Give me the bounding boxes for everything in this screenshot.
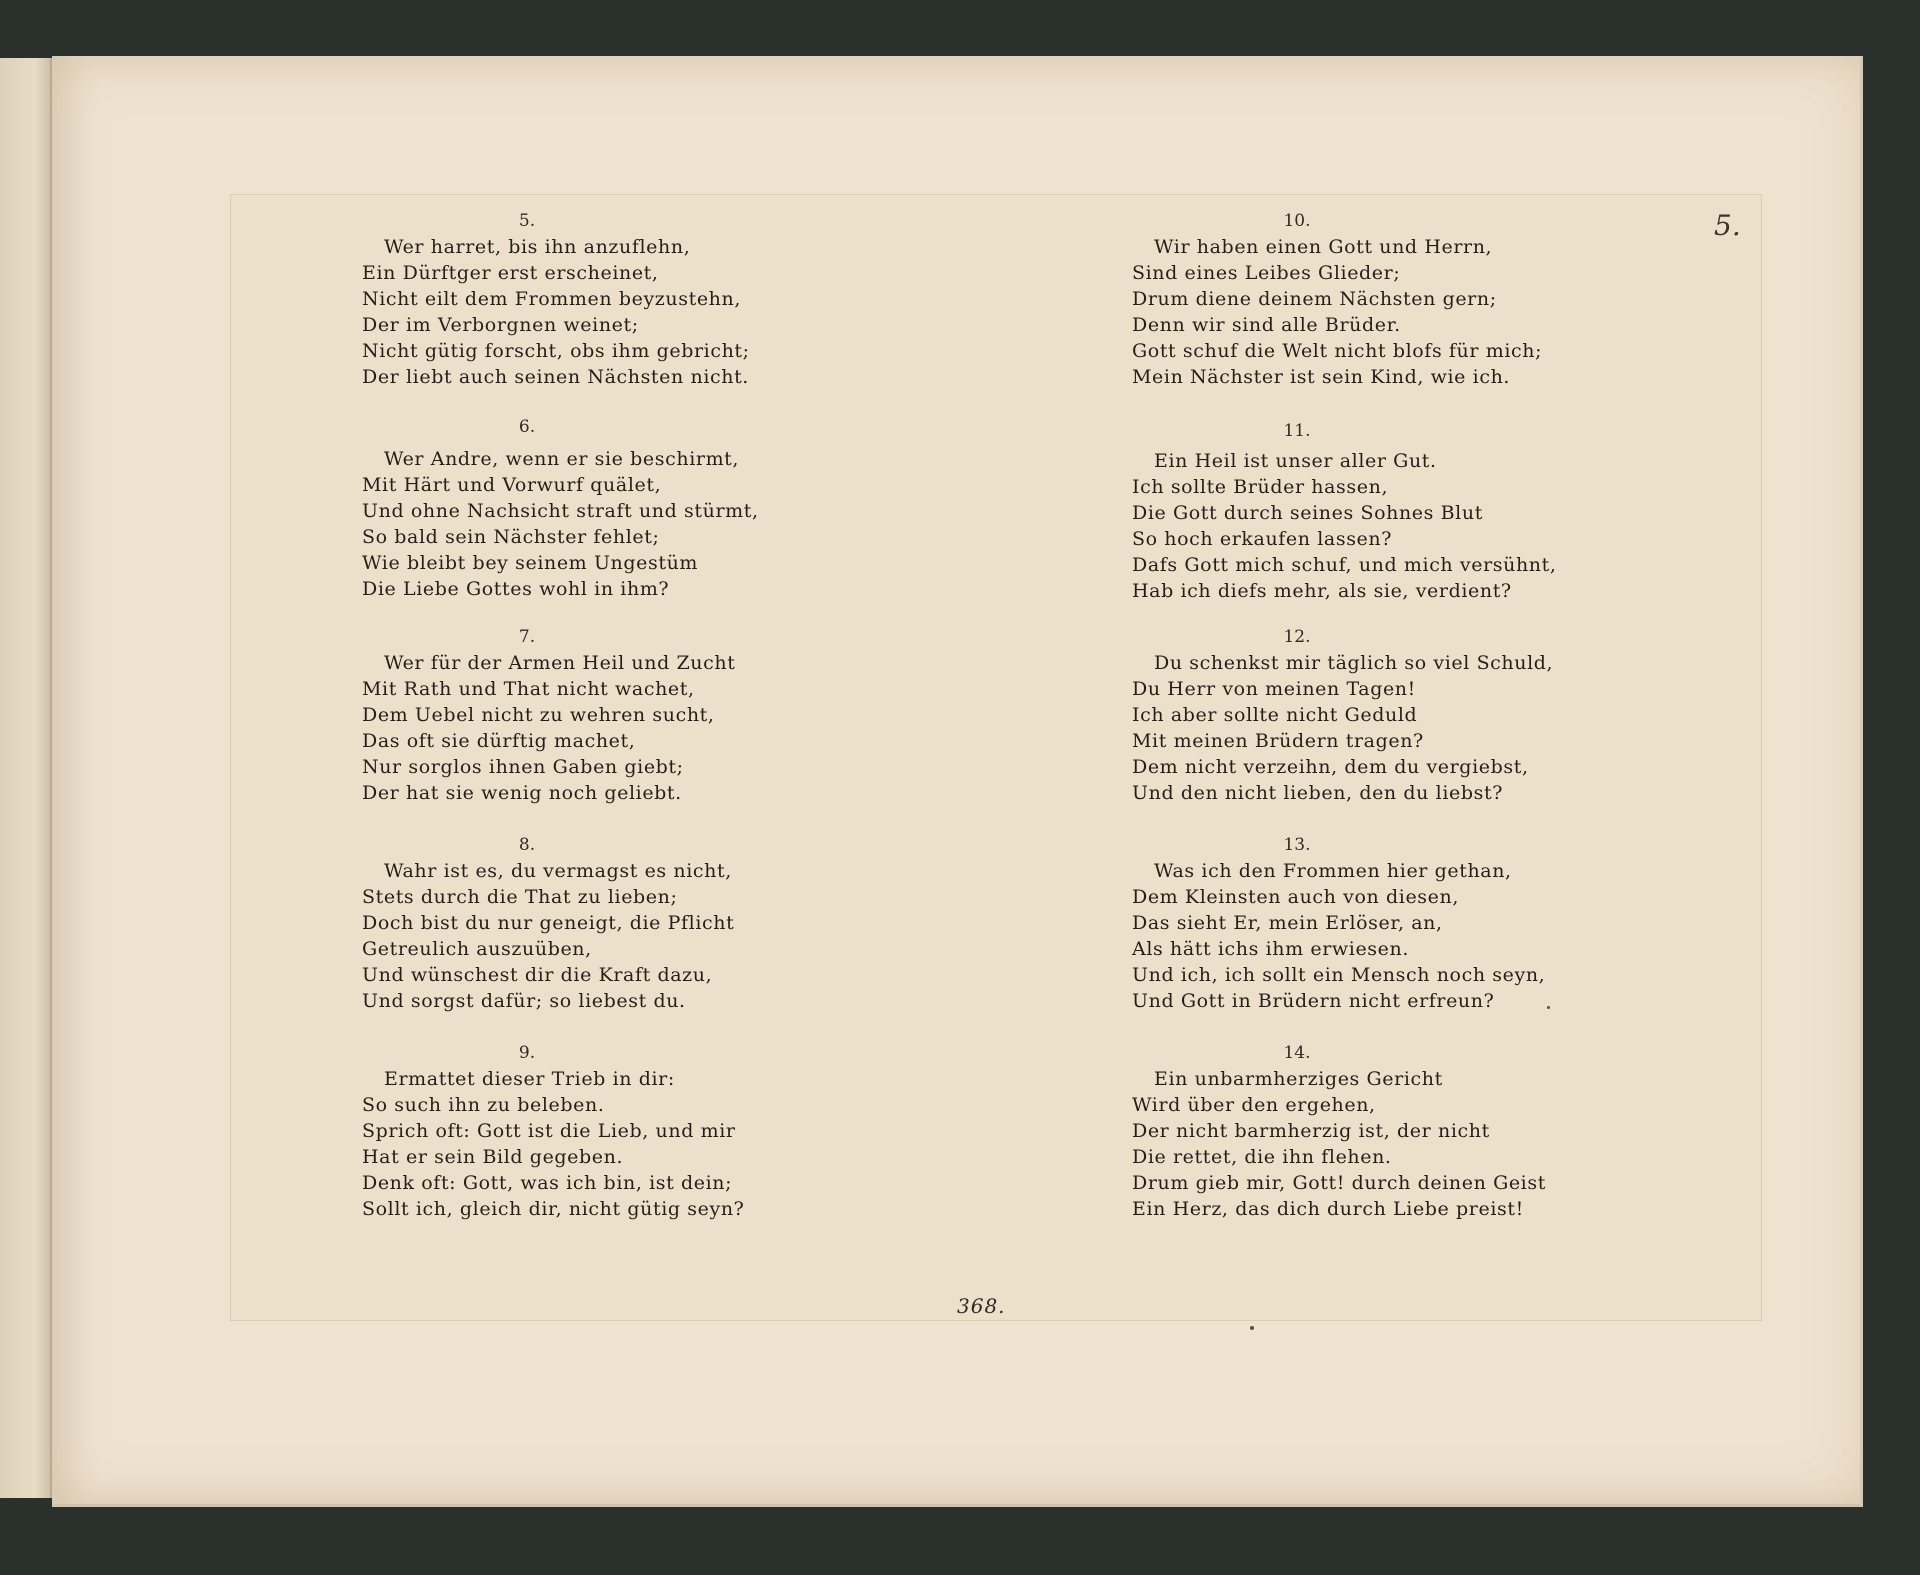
stanza-14 [1132,1040,1692,1222]
left-page-edge [0,58,52,1498]
stanza-line: Sollt ich, gleich dir, nicht gütig seyn? [362,1198,745,1220]
page-corner-number: 5. [1714,209,1741,242]
stanza-line: Ein Heil ist unser aller Gut. [1154,450,1437,472]
stanza-line: Mit meinen Brüdern tragen? [1132,730,1424,752]
stanza-6 [362,414,922,602]
stanza-line: Wie bleibt bey seinem Ungestüm [362,552,699,574]
stanza-13 [1132,832,1692,1014]
stanza-7 [362,624,922,806]
stanza-line: Sind eines Leibes Glieder; [1132,262,1401,284]
stanza-line: Und ich, ich sollt ein Mensch noch seyn, [1132,964,1546,986]
stanza-line: Sprich oft: Gott ist die Lieb, und mir [362,1120,736,1142]
stanza-line: Wird über den ergehen, [1132,1094,1376,1116]
stanza-line: Du Herr von meinen Tagen! [1132,678,1416,700]
stanza-line: Der liebt auch seinen Nächsten nicht. [362,366,749,388]
stanza-line: Der nicht barmherzig ist, der nicht [1132,1120,1490,1142]
stanza-line: Als hätt ichs ihm erwiesen. [1132,938,1409,960]
stanza-line: Mit Härt und Vorwurf quälet, [362,474,662,496]
stanza-5 [362,208,922,390]
stanza-line: Wer für der Armen Heil und Zucht [384,652,736,674]
stanza-line: Wer Andre, wenn er sie beschirmt, [384,448,740,470]
stanza-line: Du schenkst mir täglich so viel Schuld, [1154,652,1554,674]
stanza-line: Ein Dürftger erst erscheinet, [362,262,659,284]
stanza-line: Ermattet dieser Trieb in dir: [384,1068,675,1090]
stanza-line: Nicht gütig forscht, obs ihm gebricht; [362,340,750,362]
stanza-line: Denn wir sind alle Brüder. [1132,314,1401,336]
stanza-8 [362,832,922,1014]
stanza-line: Dem nicht verzeihn, dem du vergiebst, [1132,756,1529,778]
stanza-line: So hoch erkaufen lassen? [1132,528,1393,550]
stanza-number: 8. [518,835,536,855]
stanza-line: Wer harret, bis ihn anzuflehn, [384,236,691,258]
stanza-line: So such ihn zu beleben. [362,1094,605,1116]
stanza-line: Mit Rath und That nicht wachet, [362,678,695,700]
book-page [52,56,1863,1507]
stanza-line: Dafs Gott mich schuf, und mich versühnt, [1132,554,1557,576]
stanza-line: Stets durch die That zu lieben; [362,886,678,908]
stanza-line: So bald sein Nächster fehlet; [362,526,660,548]
stanza-number: 7. [518,627,536,647]
page-folio-number: 368. [957,1294,1006,1318]
stanza-12 [1132,624,1692,806]
stanza-line: Der im Verborgnen weinet; [362,314,639,336]
stanza-line: Wahr ist es, du vermagst es nicht, [384,860,732,882]
stanza-number: 10. [1283,211,1311,231]
stanza-line: Wir haben einen Gott und Herrn, [1154,236,1493,258]
stanza-number: 13. [1283,835,1311,855]
stanza-line: Und den nicht lieben, den du liebst? [1132,782,1503,804]
stanza-number: 11. [1283,421,1311,441]
ink-speck [1250,1326,1254,1330]
stanza-line: Getreulich auszuüben, [362,938,592,960]
stanza-11 [1132,418,1692,604]
stanza-line: Doch bist du nur geneigt, die Pflicht [362,912,735,934]
stanza-line: Der hat sie wenig noch geliebt. [362,782,682,804]
stanza-line: Und Gott in Brüdern nicht erfreun? [1132,990,1495,1012]
stanza-line: Gott schuf die Welt nicht blofs für mich; [1132,340,1543,362]
stanza-number: 9. [518,1043,536,1063]
stanza-line: Hab ich diefs mehr, als sie, verdient? [1132,580,1512,602]
stanza-line: Und ohne Nachsicht straft und stürmt, [362,500,759,522]
stanza-line: Was ich den Frommen hier gethan, [1154,860,1512,882]
stanza-line: Ein unbarmherziges Gericht [1154,1068,1443,1090]
stanza-number: 14. [1283,1043,1311,1063]
stanza-10 [1132,208,1692,390]
stanza-line: Dem Uebel nicht zu wehren sucht, [362,704,715,726]
stanza-number: 5. [518,211,536,231]
stanza-line: Hat er sein Bild gegeben. [362,1146,624,1168]
stanza-9 [362,1040,922,1222]
stanza-line: Denk oft: Gott, was ich bin, ist dein; [362,1172,733,1194]
ink-speck [1547,1006,1550,1009]
stanza-line: Das sieht Er, mein Erlöser, an, [1132,912,1443,934]
stanza-line: Nicht eilt dem Frommen beyzustehn, [362,288,741,310]
stanza-line: Nur sorglos ihnen Gaben giebt; [362,756,684,778]
stanza-line: Ein Herz, das dich durch Liebe preist! [1132,1198,1524,1220]
stanza-line: Die Gott durch seines Sohnes Blut [1132,502,1483,524]
stanza-line: Ich sollte Brüder hassen, [1132,476,1389,498]
stanza-number: 12. [1283,627,1311,647]
stanza-line: Ich aber sollte nicht Geduld [1132,704,1418,726]
stanza-line: Dem Kleinsten auch von diesen, [1132,886,1459,908]
stanza-line: Mein Nächster ist sein Kind, wie ich. [1132,366,1511,388]
stanza-number: 6. [518,417,536,437]
stanza-line: Die Liebe Gottes wohl in ihm? [362,578,670,600]
stanza-line: Drum diene deinem Nächsten gern; [1132,288,1497,310]
stanza-line: Drum gieb mir, Gott! durch deinen Geist [1132,1172,1546,1194]
stanza-line: Und sorgst dafür; so liebest du. [362,990,686,1012]
stanza-line: Und wünschest dir die Kraft dazu, [362,964,713,986]
stanza-line: Die rettet, die ihn flehen. [1132,1146,1392,1168]
stanza-line: Das oft sie dürftig machet, [362,730,636,752]
